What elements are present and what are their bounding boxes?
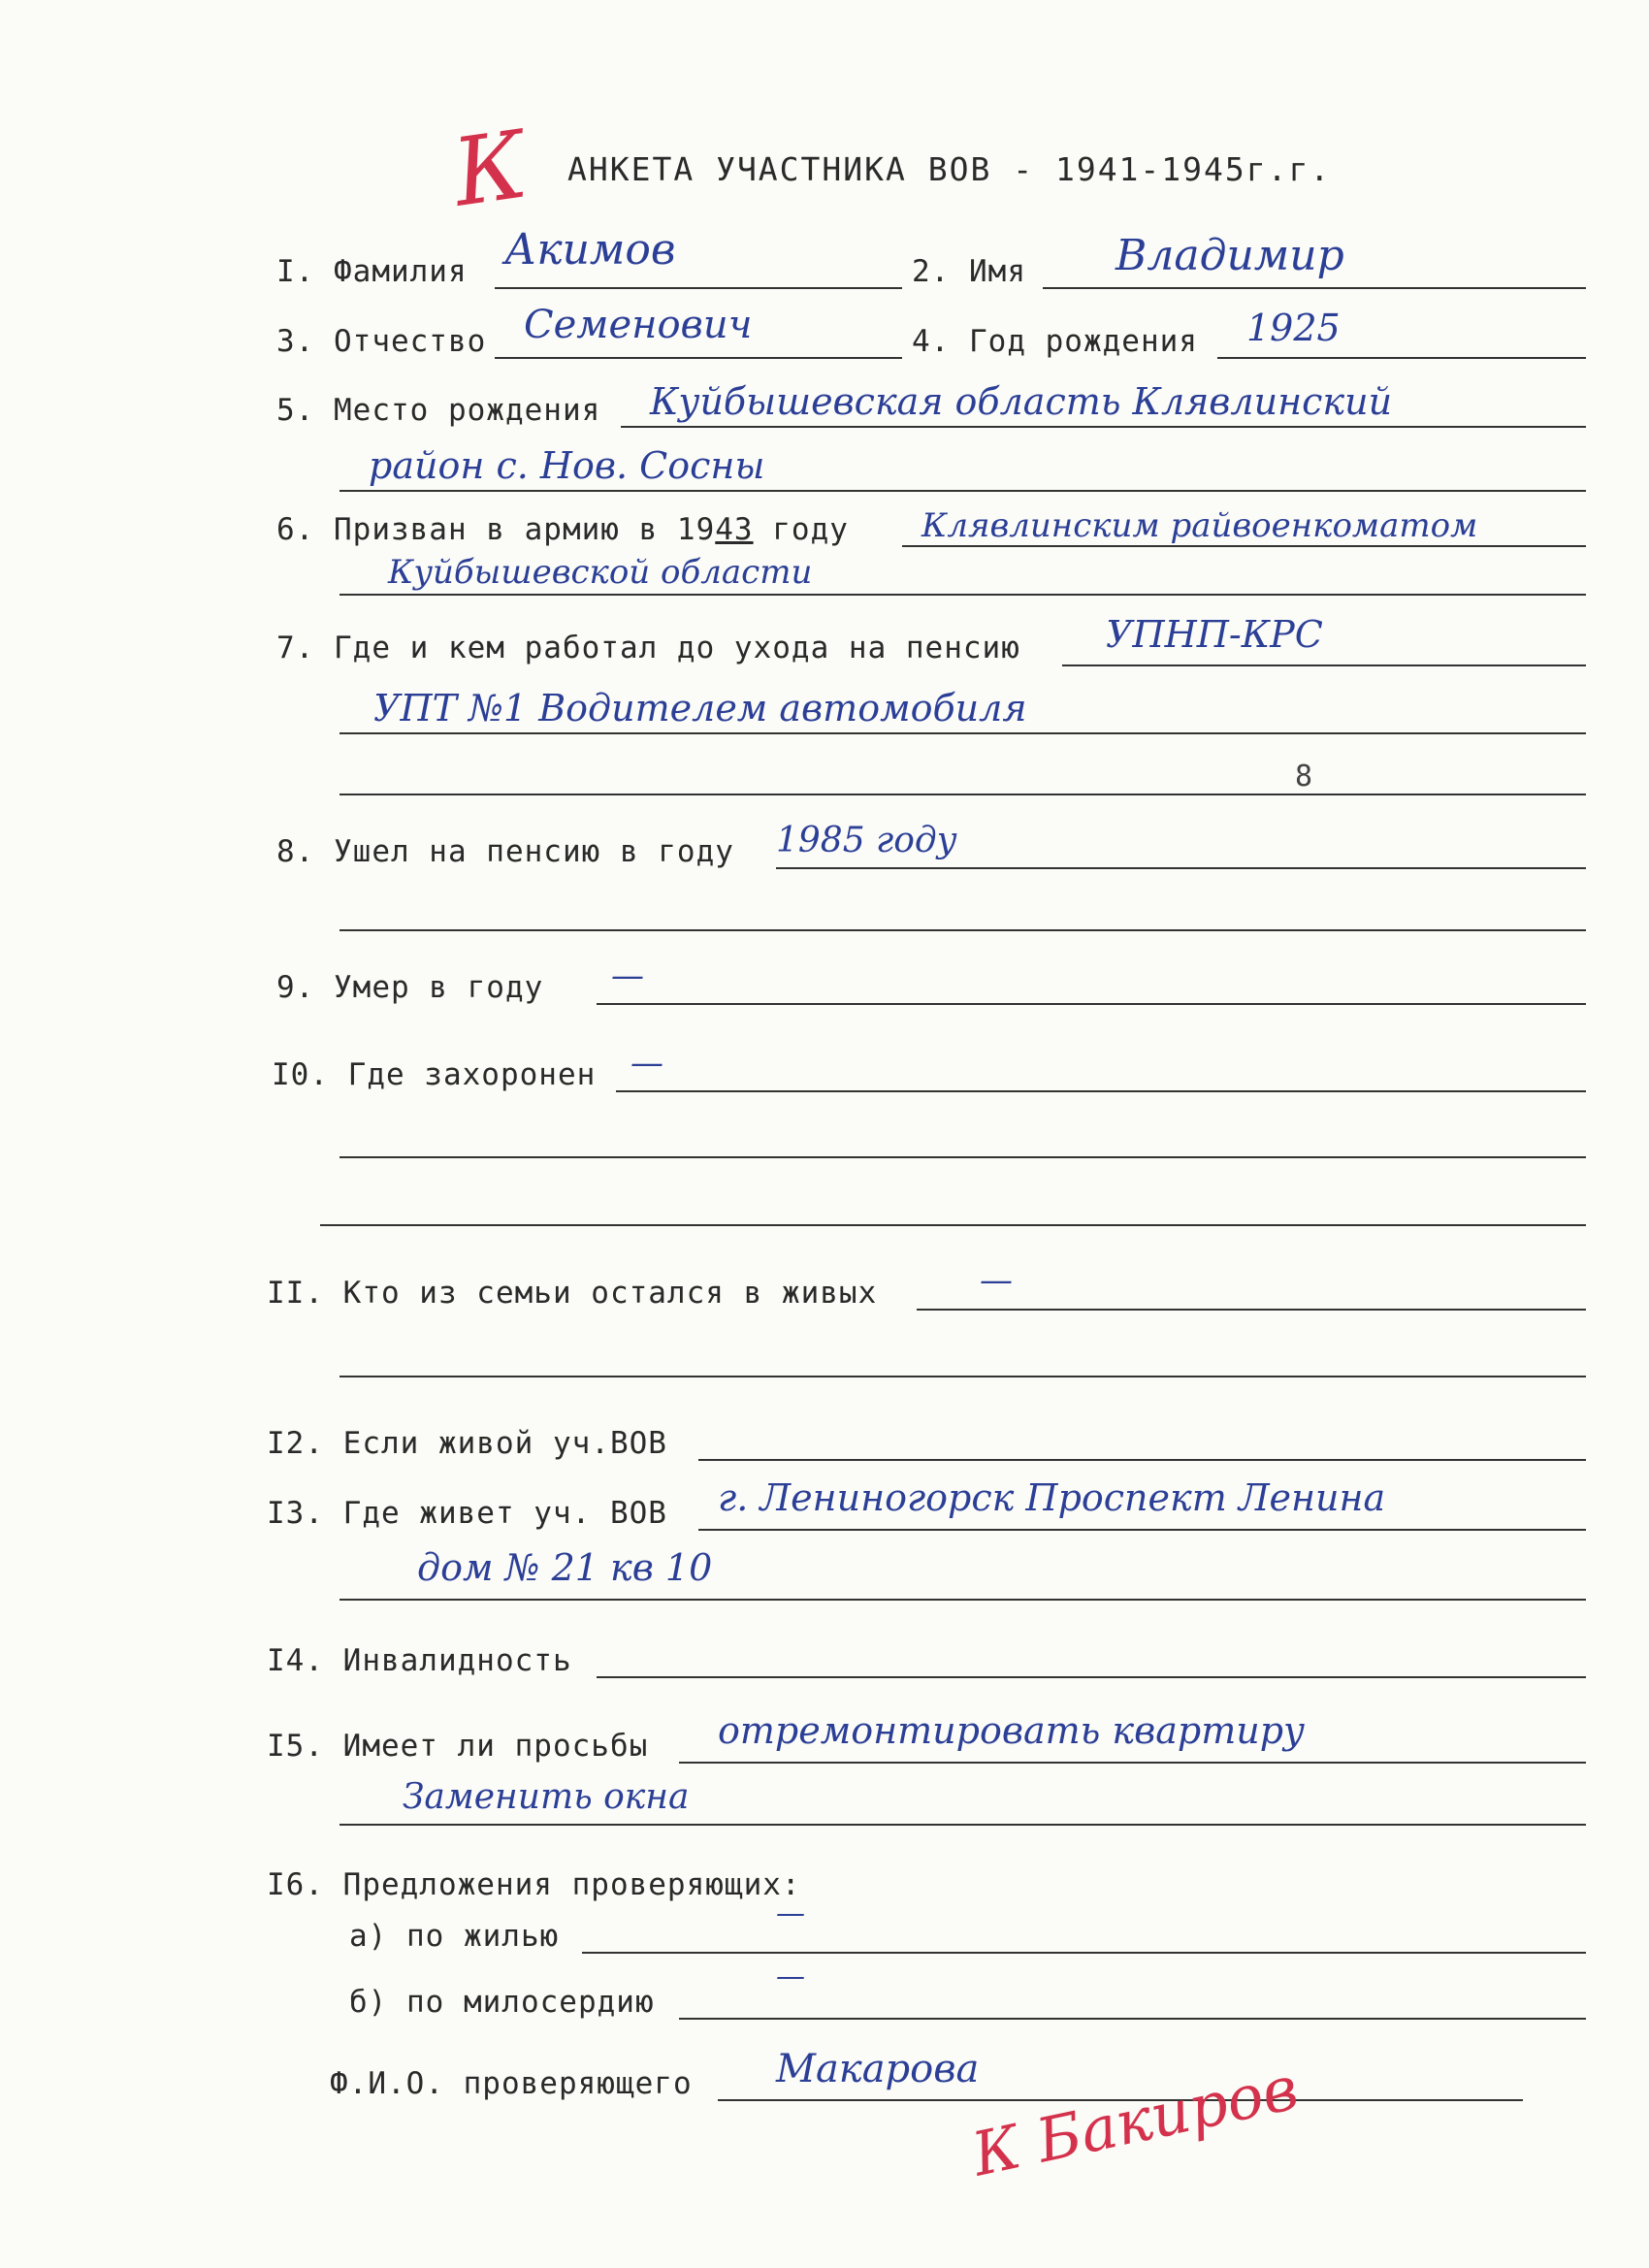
label-drafted-after: году — [772, 512, 849, 547]
label-proposals: I6. Предложения проверяющих: — [267, 1867, 801, 1902]
value-charity: — — [776, 1960, 805, 1993]
value-requests-1: отремонтировать квартиру — [718, 1709, 1306, 1752]
line-charity — [679, 2018, 1586, 2020]
value-retired: 1985 году — [776, 821, 957, 860]
value-work-1: УПНП-КРС — [1106, 613, 1323, 656]
margin-note: 8 — [1295, 760, 1313, 794]
line-drafted-1 — [902, 545, 1586, 547]
label-birth-year: 4. Год рождения — [912, 324, 1198, 359]
value-housing: — — [776, 1896, 805, 1930]
value-requests-2: Заменить окна — [403, 1777, 690, 1817]
line-retired-1 — [776, 867, 1586, 869]
label-birthplace: 5. Место рождения — [276, 393, 601, 428]
value-lives-1: г. Лениногорск Проспект Ленина — [718, 1476, 1386, 1519]
line-buried-3 — [320, 1224, 1586, 1226]
value-patronymic: Семенович — [524, 303, 753, 347]
label-surname: I. Фамилия — [276, 254, 468, 289]
line-lives-2 — [340, 1599, 1586, 1601]
line-requests-2 — [340, 1824, 1586, 1826]
line-family-1 — [917, 1309, 1586, 1311]
label-work: 7. Где и кем работал до ухода на пенсию — [276, 631, 1020, 665]
value-died: — — [611, 956, 644, 995]
line-birthplace-1 — [621, 426, 1586, 428]
drafted-year: 43 — [715, 512, 754, 547]
label-patronymic: 3. Отчество — [276, 324, 487, 359]
line-requests-1 — [679, 1762, 1586, 1764]
label-retired: 8. Ушел на пенсию в году — [276, 834, 734, 869]
value-name: Владимир — [1116, 231, 1344, 280]
value-inspector: Макарова — [776, 2047, 980, 2091]
label-drafted — [276, 512, 849, 547]
value-lives-2: дом № 21 кв 10 — [417, 1546, 713, 1589]
label-if-alive: I2. Если живой уч.ВОВ — [267, 1426, 667, 1461]
label-drafted-text: 6. Призван в армию в 19 — [276, 512, 716, 547]
label-lives: I3. Где живет уч. ВОВ — [267, 1496, 667, 1531]
line-birthplace-2 — [340, 490, 1586, 492]
label-inspector: Ф.И.О. проверяющего — [330, 2066, 693, 2101]
form-title: АНКЕТА УЧАСТНИКА ВОВ - 1941-1945г.г. — [567, 150, 1332, 188]
line-birth-year — [1217, 357, 1586, 359]
line-work-2 — [340, 732, 1586, 734]
value-birthplace-1: Куйбышевская область Клявлинский — [650, 380, 1393, 423]
value-family: — — [980, 1261, 1013, 1300]
line-drafted-2 — [340, 594, 1586, 596]
label-charity: б) по милосердию — [349, 1985, 655, 2020]
red-check-mark: К — [446, 110, 534, 228]
line-surname — [495, 287, 902, 289]
value-birth-year: 1925 — [1246, 307, 1341, 349]
value-work-2: УПТ №1 Водителем автомобиля — [373, 687, 1027, 729]
label-name: 2. Имя — [912, 254, 1026, 289]
line-buried-1 — [616, 1090, 1586, 1092]
line-if-alive — [698, 1459, 1586, 1461]
line-buried-2 — [340, 1156, 1586, 1158]
label-buried: I0. Где захоронен — [272, 1057, 597, 1092]
label-died: 9. Умер в году — [276, 970, 544, 1005]
label-housing: а) по жилью — [349, 1919, 560, 1954]
label-disability: I4. Инвалидность — [267, 1643, 572, 1678]
line-housing — [582, 1952, 1586, 1954]
line-work-1 — [1062, 664, 1586, 666]
label-family: II. Кто из семьи остался в живых — [267, 1276, 878, 1311]
line-patronymic — [495, 357, 902, 359]
red-signature: К Бакиров — [966, 2052, 1305, 2190]
line-retired-2 — [340, 929, 1586, 931]
value-surname: Акимов — [504, 225, 676, 275]
value-drafted-1: Клявлинским райвоенкоматом — [922, 506, 1478, 545]
line-family-2 — [340, 1376, 1586, 1377]
line-died — [597, 1003, 1586, 1005]
value-drafted-2: Куйбышевской области — [388, 553, 813, 592]
value-birthplace-2: район с. Нов. Сосны — [369, 444, 765, 487]
line-work-3 — [340, 794, 1586, 795]
line-disability — [597, 1676, 1586, 1678]
label-requests: I5. Имеет ли просьбы — [267, 1729, 649, 1764]
line-name — [1043, 287, 1586, 289]
value-buried: — — [630, 1044, 663, 1083]
line-lives-1 — [698, 1529, 1586, 1531]
